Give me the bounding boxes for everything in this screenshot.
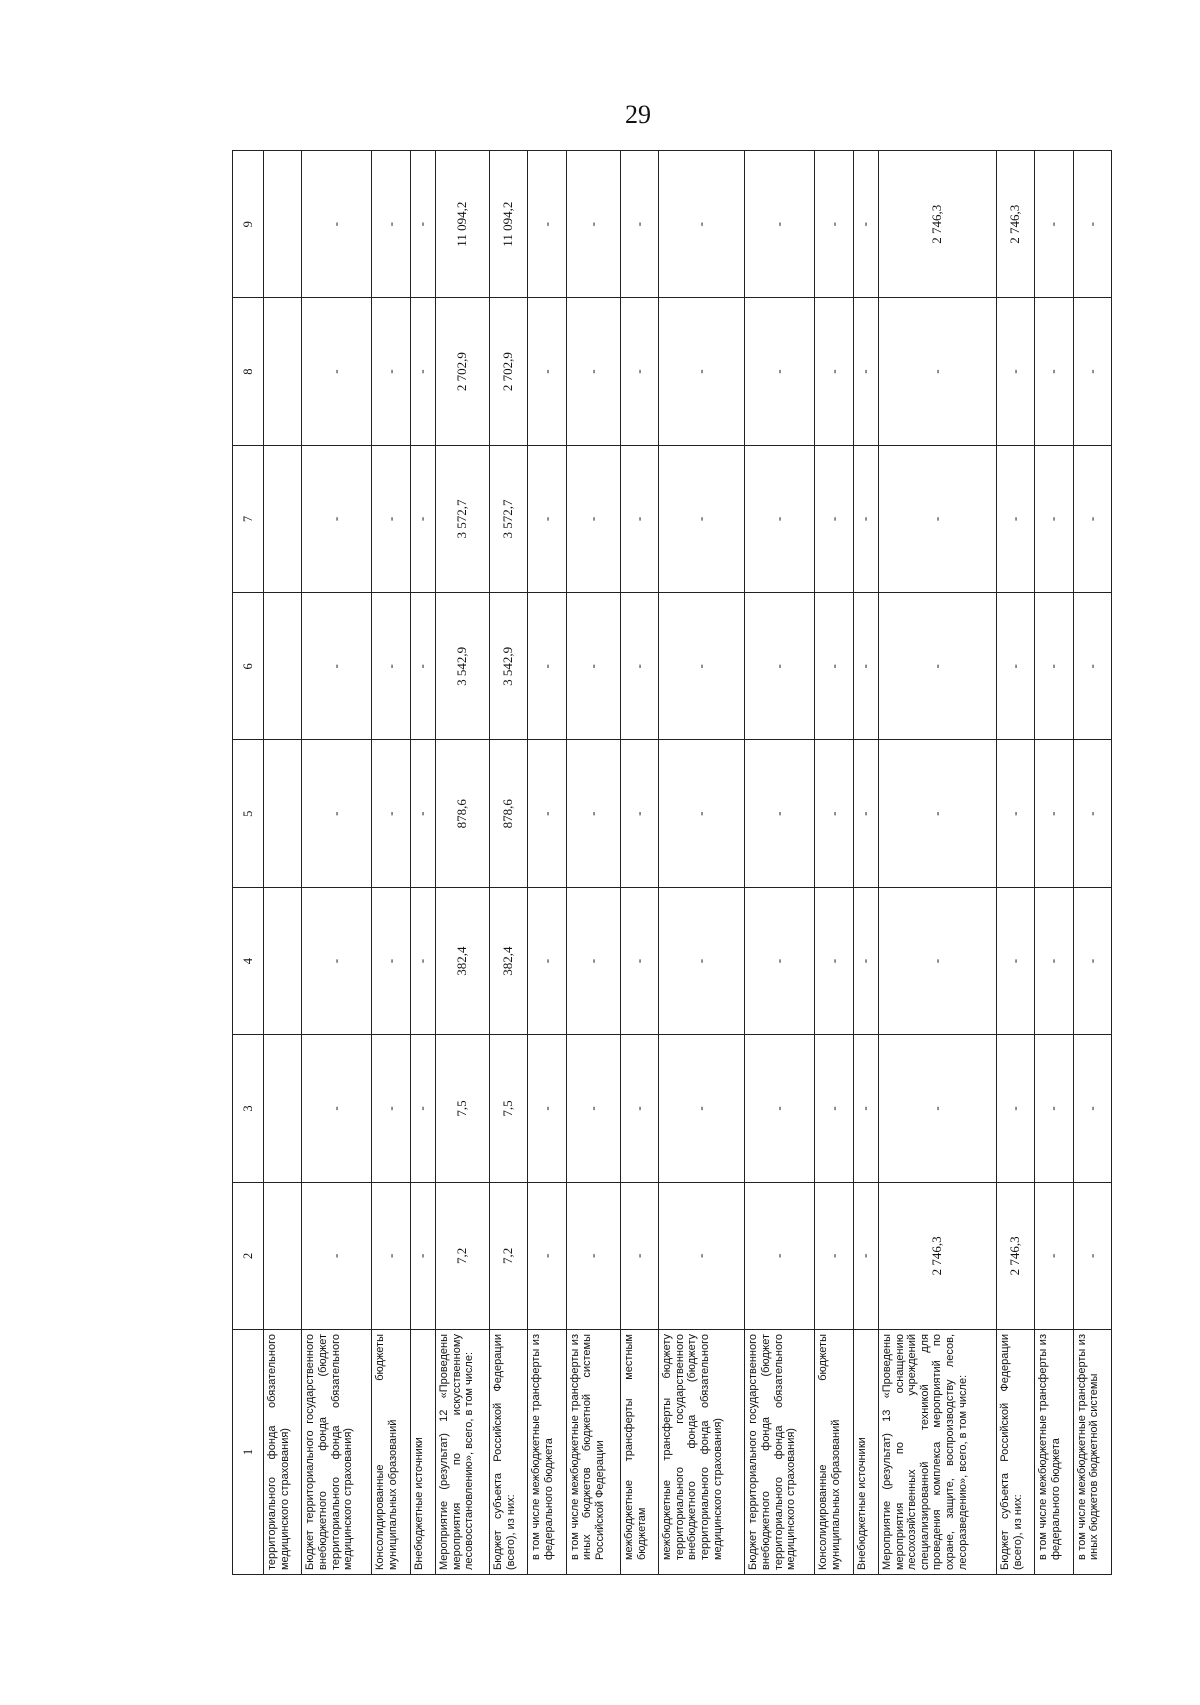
table-cell [264,1182,302,1329]
rotated-table-wrapper [232,150,1112,1575]
row-label: в том числе межбюджетные трансферты из федерального бюджета [1035,1330,1073,1575]
table-cell: - [566,1182,620,1329]
table-row [997,151,1035,1575]
table-cell: - [853,1035,878,1182]
table-cell: - [659,1035,745,1182]
budget-table [232,150,1112,1575]
table-cell: - [997,298,1035,445]
table-cell: - [659,1182,745,1329]
table-cell: - [566,887,620,1034]
table-cell: - [878,445,996,592]
table-cell: - [1073,298,1111,445]
table-cell: - [1073,593,1111,740]
row-label: в том числе межбюджетные трансферты из иных бюджетов бюджетной системы [1073,1330,1111,1575]
table-cell: - [878,593,996,740]
table-cell: - [745,740,815,887]
table-cell: - [745,1035,815,1182]
table-cell: - [372,445,410,592]
table-cell: - [878,740,996,887]
table-cell: - [528,740,566,887]
table-cell: - [997,1035,1035,1182]
table-cell: 11 094,2 [435,151,489,298]
table-cell: - [302,740,372,887]
page-number: 29 [625,100,651,129]
table-cell: - [410,740,435,887]
table-cell: 878,6 [490,740,528,887]
table-row [1035,151,1073,1575]
table-cell: - [815,445,853,592]
row-label: Бюджет субъекта Российской Федерации (всего), из них: [490,1330,528,1575]
row-label: межбюджетные трансферты местным бюджетам [620,1330,658,1575]
table-cell [264,887,302,1034]
table-cell: 2 746,3 [997,151,1035,298]
table-cell: - [997,445,1035,592]
table-cell: - [1073,887,1111,1034]
table-cell: - [815,1182,853,1329]
table-row [435,151,489,1575]
table-row [302,151,372,1575]
table-cell: - [410,593,435,740]
table-row [659,151,745,1575]
table-cell: - [1073,1182,1111,1329]
column-header: 7 [233,445,264,592]
table-cell: - [878,887,996,1034]
column-header: 2 [233,1182,264,1329]
table-cell: 2 746,3 [878,151,996,298]
table-cell [264,593,302,740]
table-cell [264,1035,302,1182]
table-row [410,151,435,1575]
table-cell: - [659,298,745,445]
table-cell: - [1073,740,1111,887]
table-cell: - [302,887,372,1034]
table-cell: - [528,593,566,740]
table-row [372,151,410,1575]
table-row [566,151,620,1575]
table-cell: - [410,887,435,1034]
row-label: территориального фонда обязательного медицинского страхования) [264,1330,302,1575]
table-cell: - [853,1182,878,1329]
table-row [878,151,996,1575]
row-label: Бюджет территориального государственного внебюджетного фонда (бюджет территориального фонда обязательного медицинского страхования) [745,1330,815,1575]
table-cell: - [302,1182,372,1329]
table-cell: - [410,1035,435,1182]
table-cell: - [659,740,745,887]
table-cell: - [1073,1035,1111,1182]
table-cell: 2 746,3 [878,1182,996,1329]
table-row [490,151,528,1575]
table-row [264,151,302,1575]
table-cell: - [659,151,745,298]
table-cell: - [372,887,410,1034]
table-cell: - [815,151,853,298]
table-cell: - [1035,887,1073,1034]
table-cell: - [566,1035,620,1182]
row-label: Внебюджетные источники [410,1330,435,1575]
table-cell: - [566,740,620,887]
column-header: 9 [233,151,264,298]
table-cell: - [1073,445,1111,592]
table-cell: 2 702,9 [490,298,528,445]
table-cell: - [853,887,878,1034]
table-cell: - [620,887,658,1034]
table-cell: - [302,445,372,592]
column-header: 6 [233,593,264,740]
table-cell [264,298,302,445]
table-cell: - [745,445,815,592]
table-cell: - [302,298,372,445]
table-cell: - [620,298,658,445]
table-cell: - [1035,1035,1073,1182]
table-cell [264,151,302,298]
table-cell: - [410,1182,435,1329]
table-cell: 3 572,7 [435,445,489,592]
table-cell: - [815,887,853,1034]
table-cell: - [659,887,745,1034]
row-label: Консолидированные бюджеты муниципальных образований [372,1330,410,1575]
row-label: в том числе межбюджетные трансферты из федерального бюджета [528,1330,566,1575]
table-cell: - [372,1035,410,1182]
table-cell: - [528,151,566,298]
table-cell: - [853,445,878,592]
table-row [745,151,815,1575]
table-cell: - [745,298,815,445]
table-cell: - [620,1182,658,1329]
table-row [620,151,658,1575]
table-cell: - [1035,593,1073,740]
row-label: Мероприятие (результат) 13 «Проведены мероприятия по оснащению лесохозяйственных учреждений специализированной техникой для проведения комплекса мероприятий по охране, защите, воспроизводству лесов, лесоразведению», всего, в том числе: [878,1330,996,1575]
table-cell: 3 542,9 [490,593,528,740]
table-cell: 7,2 [490,1182,528,1329]
table-cell: 878,6 [435,740,489,887]
column-header: 1 [233,1330,264,1575]
table-cell: - [620,445,658,592]
table-cell: - [878,1035,996,1182]
table-cell: 2 702,9 [435,298,489,445]
table-row [528,151,566,1575]
table-cell: 3 542,9 [435,593,489,740]
table-cell: - [528,298,566,445]
row-label: в том числе межбюджетные трансферты из иных бюджетов бюджетной системы Российской Федерации [566,1330,620,1575]
table-cell: - [620,593,658,740]
table-cell: - [815,1035,853,1182]
table-cell: 7,2 [435,1182,489,1329]
row-label: Бюджет субъекта Российской Федерации (всего), из них: [997,1330,1035,1575]
table-cell: 382,4 [435,887,489,1034]
table-cell: 11 094,2 [490,151,528,298]
table-cell: - [566,151,620,298]
table-cell: - [745,887,815,1034]
table-cell: - [853,740,878,887]
table-cell: 7,5 [490,1035,528,1182]
table-cell: - [1035,740,1073,887]
table-row [815,151,853,1575]
table-cell: - [745,151,815,298]
table-cell: 3 572,7 [490,445,528,592]
table-cell: 7,5 [435,1035,489,1182]
table-cell: - [528,887,566,1034]
table-cell: - [997,740,1035,887]
table-cell: - [620,151,658,298]
table-cell: - [620,1035,658,1182]
table-cell: - [853,151,878,298]
table-cell: - [566,298,620,445]
row-label: Мероприятие (результат) 12 «Проведены мероприятия по искусственному лесовосстановлению», всего, в том числе: [435,1330,489,1575]
table-cell: - [410,298,435,445]
header-row [233,151,264,1575]
table-cell: - [566,593,620,740]
column-header: 5 [233,740,264,887]
table-cell: - [410,445,435,592]
table-cell: - [302,1035,372,1182]
table-cell: - [372,593,410,740]
table-cell [264,445,302,592]
row-label: Внебюджетные источники [853,1330,878,1575]
table-cell: - [372,298,410,445]
table-cell: - [1035,445,1073,592]
table-cell: - [815,740,853,887]
column-header: 3 [233,1035,264,1182]
table-cell: - [815,298,853,445]
table-cell [264,740,302,887]
table-cell: - [997,887,1035,1034]
table-cell: - [878,298,996,445]
table-cell: - [659,593,745,740]
table-cell: 2 746,3 [997,1182,1035,1329]
table-cell: - [372,1182,410,1329]
table-cell: - [745,593,815,740]
table-cell: - [997,593,1035,740]
table-cell: - [566,445,620,592]
table-cell: - [1035,151,1073,298]
table-cell: - [410,151,435,298]
table-cell: - [302,593,372,740]
table-cell: - [853,298,878,445]
table-cell: - [1035,1182,1073,1329]
row-label: межбюджетные трансферты бюджету территориального государственного внебюджетного фонда (бюджету территориального фонда обязательного медицинского страхования) [659,1330,745,1575]
row-label: Консолидированные бюджеты муниципальных образований [815,1330,853,1575]
table-row [1073,151,1111,1575]
table-cell: - [745,1182,815,1329]
column-header: 4 [233,887,264,1034]
table-cell: 382,4 [490,887,528,1034]
table-cell: - [528,1035,566,1182]
table-cell: - [302,151,372,298]
table-cell: - [372,740,410,887]
row-label: Бюджет территориального государственного внебюджетного фонда (бюджет территориального фонда обязательного медицинского страхования) [302,1330,372,1575]
table-cell: - [528,445,566,592]
table-cell: - [815,593,853,740]
table-row [853,151,878,1575]
table-cell: - [620,740,658,887]
table-cell: - [372,151,410,298]
table-cell: - [1073,151,1111,298]
column-header: 8 [233,298,264,445]
table-cell: - [853,593,878,740]
table-cell: - [528,1182,566,1329]
table-cell: - [1035,298,1073,445]
table-cell: - [659,445,745,592]
